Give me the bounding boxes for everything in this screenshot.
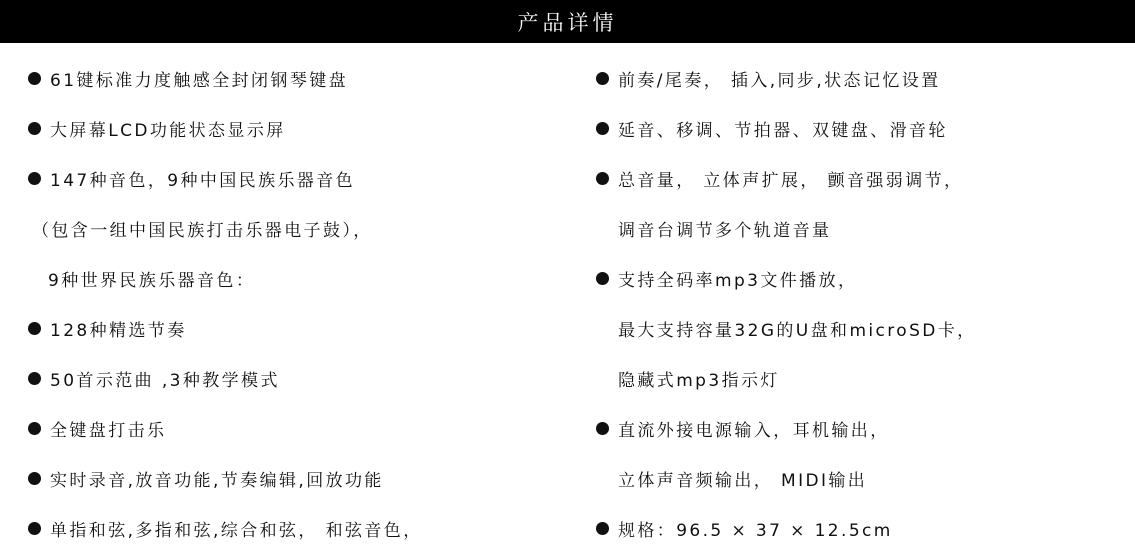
- bullet-dot-icon: [596, 72, 609, 85]
- bullet-dot-icon: [28, 472, 41, 485]
- left-column: [28, 53, 568, 553]
- list-item-text: 支持全码率mp3文件播放，: [618, 270, 858, 291]
- bullet-dot-icon: [28, 422, 41, 435]
- list-item-text: 总音量， 立体声扩展， 颤音强弱调节，: [618, 170, 964, 191]
- bullet-dot-icon: [596, 122, 609, 135]
- list-item: [596, 403, 1116, 453]
- list-item: [596, 253, 1116, 303]
- list-item: [596, 103, 1116, 153]
- list-item-continuation: [596, 453, 1116, 503]
- list-item-text: 全键盘打击乐: [50, 420, 167, 441]
- list-item-text: 61键标准力度触感全封闭钢琴键盘: [50, 70, 349, 91]
- list-item-continuation: [596, 353, 1116, 403]
- bullet-dot-icon: [28, 372, 41, 385]
- bullet-dot-icon: [596, 522, 609, 535]
- list-item: [596, 153, 1116, 203]
- list-item-text: 单指和弦,多指和弦,综合和弦， 和弦音色，: [50, 520, 423, 541]
- right-column: [596, 53, 1116, 553]
- list-item-text: 立体声音频输出， MIDI输出: [618, 470, 868, 491]
- list-item: [596, 53, 1116, 103]
- list-item-text: 50首示范曲 ,3种教学模式: [50, 370, 280, 391]
- list-item-text: （包含一组中国民族打击乐器电子鼓），: [32, 220, 373, 241]
- bullet-dot-icon: [28, 522, 41, 535]
- list-item: [596, 503, 1116, 553]
- list-item: [28, 453, 568, 503]
- list-item: [28, 153, 568, 203]
- bullet-dot-icon: [28, 172, 41, 185]
- list-item: [28, 403, 568, 453]
- list-item-text: 大屏幕LCD功能状态显示屏: [50, 120, 286, 141]
- bullet-dot-icon: [596, 422, 609, 435]
- list-item-continuation: [596, 203, 1116, 253]
- list-item-text: 直流外接电源输入，耳机输出，: [618, 420, 890, 441]
- list-item-continuation: [28, 203, 568, 253]
- list-item-text: 规格：96.5 × 37 × 12.5cm: [618, 520, 893, 541]
- list-item: [28, 353, 568, 403]
- list-item-text: 调音台调节多个轨道音量: [618, 220, 832, 241]
- bullet-dot-icon: [596, 272, 609, 285]
- list-item-continuation: [596, 303, 1116, 353]
- list-item-text: 最大支持容量32G的U盘和microSD卡，: [618, 320, 977, 341]
- bullet-dot-icon: [28, 72, 41, 85]
- list-item-continuation: [28, 253, 568, 303]
- list-item: [28, 503, 568, 553]
- list-item-text: 延音、移调、节拍器、双键盘、滑音轮: [618, 120, 948, 141]
- header-bar: [0, 0, 1135, 43]
- list-item: [28, 53, 568, 103]
- list-item-text: 前奏/尾奏， 插入,同步,状态记忆设置: [618, 70, 941, 91]
- bullet-dot-icon: [28, 322, 41, 335]
- list-item-text: 128种精选节奏: [50, 320, 187, 341]
- bullet-dot-icon: [28, 122, 41, 135]
- list-item: [28, 103, 568, 153]
- list-item-text: 隐藏式mp3指示灯: [618, 370, 780, 391]
- list-item-text: 9种世界民族乐器音色：: [48, 270, 256, 291]
- page-title: 产品详情: [517, 10, 618, 35]
- bullet-dot-icon: [596, 172, 609, 185]
- list-item-text: 实时录音,放音功能,节奏编辑,回放功能: [50, 470, 384, 491]
- list-item-text: 147种音色，9种中国民族乐器音色: [50, 170, 356, 191]
- list-item: [28, 303, 568, 353]
